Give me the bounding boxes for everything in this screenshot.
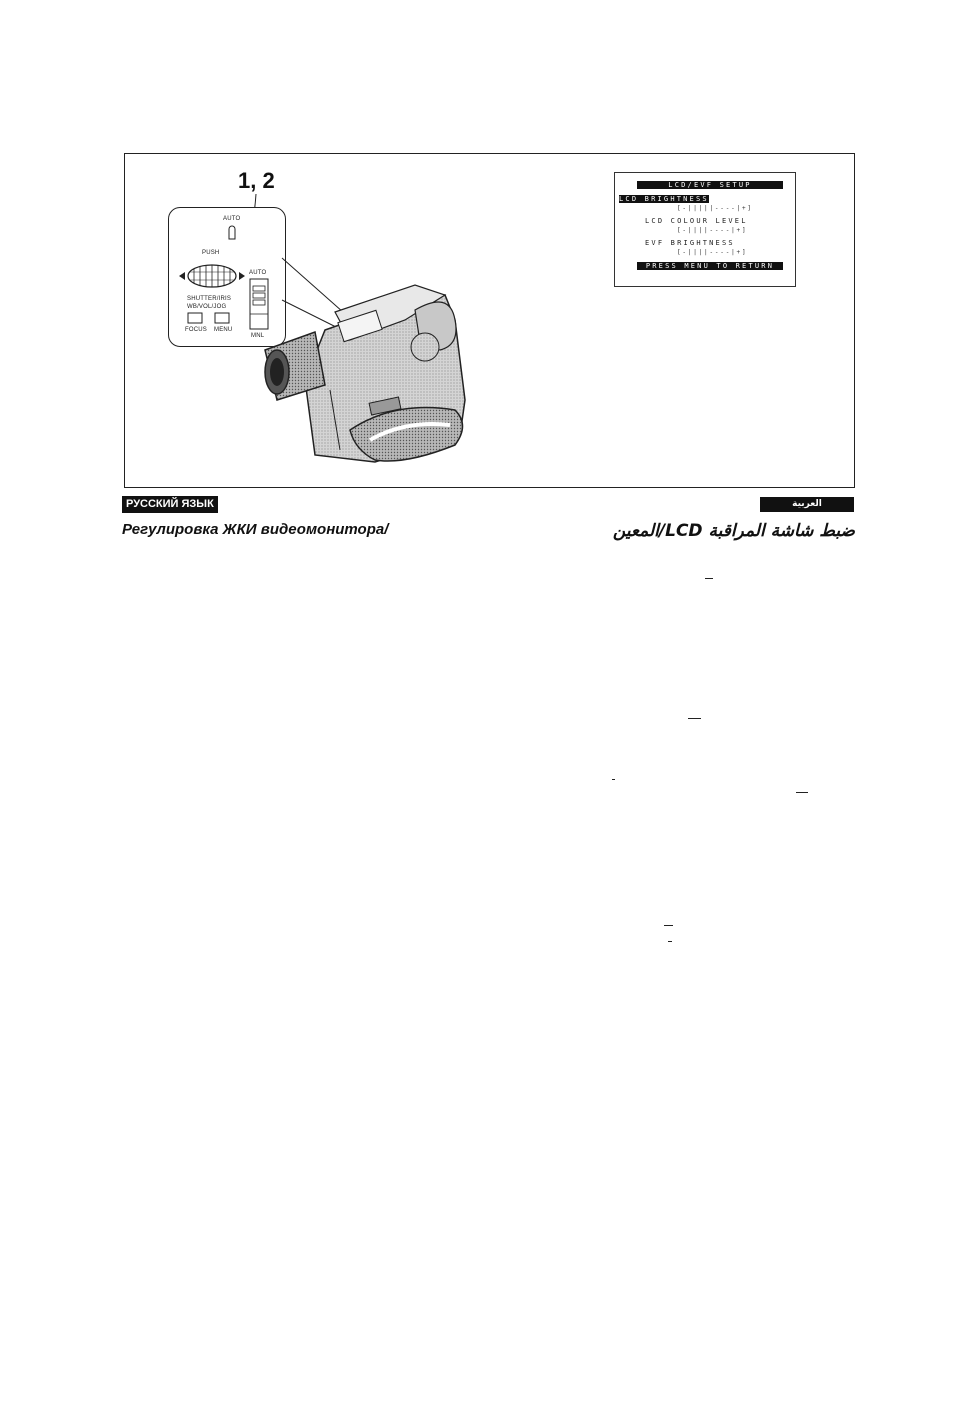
mnl-label: MNL bbox=[251, 333, 265, 339]
auto-switch-label: AUTO bbox=[249, 270, 267, 276]
scan-mark bbox=[688, 718, 701, 719]
menu-screen bbox=[614, 172, 796, 287]
arabic-section-title: ضبط شاشة المراقبة LCD/المعين bbox=[612, 521, 855, 541]
wb-vol-jog-label: WB/VOL/JOG bbox=[187, 304, 227, 310]
menu-footer: PRESS MENU TO RETURN bbox=[637, 262, 783, 270]
lcd-brightness-scale: [-|||||----|+] bbox=[677, 205, 753, 212]
menu-item-lcd-colour-level: LCD COLOUR LEVEL bbox=[645, 217, 748, 225]
menu-title: LCD/EVF SETUP bbox=[637, 181, 783, 189]
focus-button-icon bbox=[187, 312, 203, 324]
evf-brightness-scale: [-||||----|+] bbox=[677, 249, 748, 256]
auto-label-top: AUTO bbox=[223, 216, 241, 222]
menu-button-icon bbox=[214, 312, 230, 324]
lcd-colour-level-scale: [-||||----|+] bbox=[677, 227, 748, 234]
focus-label: FOCUS bbox=[185, 327, 207, 333]
scan-mark bbox=[705, 578, 713, 579]
push-label: PUSH bbox=[202, 250, 220, 256]
menu-label: MENU bbox=[214, 327, 233, 333]
step-label: 1, 2 bbox=[238, 168, 275, 193]
russian-language-badge: РУССКИЙ ЯЗЫК bbox=[122, 496, 218, 513]
scan-mark bbox=[796, 792, 808, 793]
menu-item-lcd-brightness: LCD BRIGHTNESS bbox=[619, 195, 709, 203]
camcorder-illustration bbox=[255, 250, 515, 475]
scan-mark bbox=[612, 779, 615, 780]
jog-dial-icon bbox=[177, 259, 247, 293]
russian-section-title: Регулировка ЖКИ видеомонитора/ bbox=[122, 521, 389, 538]
scan-mark bbox=[668, 941, 672, 942]
arabic-language-badge: العربية bbox=[760, 497, 854, 512]
scan-mark bbox=[664, 925, 673, 926]
shutter-iris-label: SHUTTER/IRIS bbox=[187, 296, 232, 302]
auto-indicator-icon bbox=[227, 224, 237, 240]
menu-item-evf-brightness: EVF BRIGHTNESS bbox=[645, 239, 735, 247]
